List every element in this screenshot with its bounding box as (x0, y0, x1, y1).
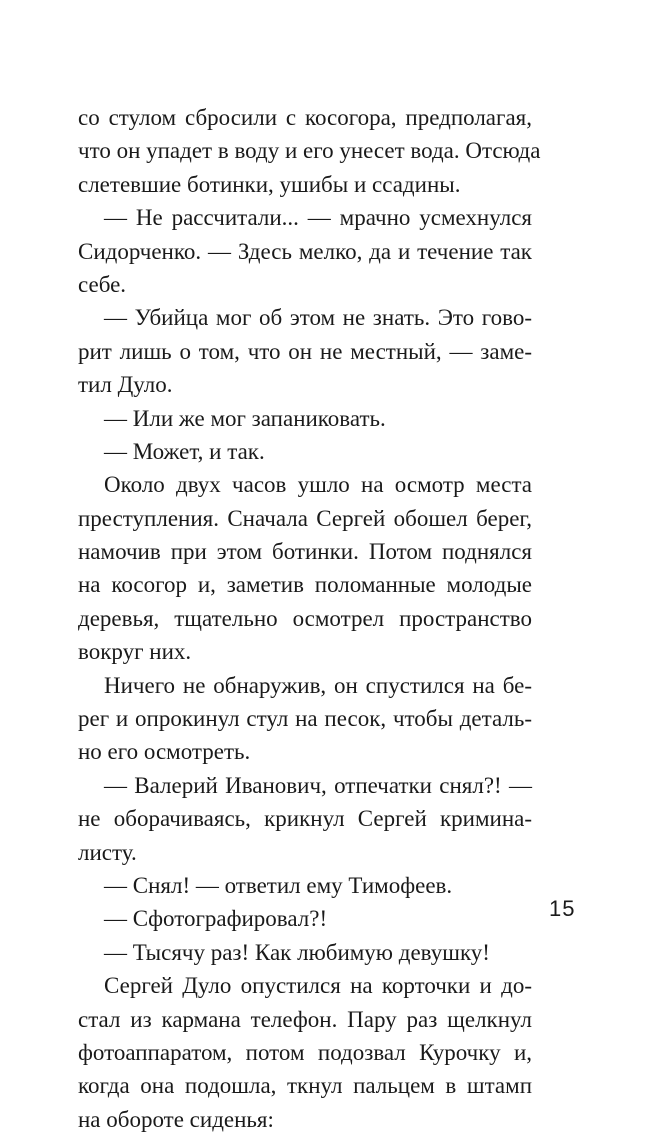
body-text (78, 101, 541, 1136)
text-line: Сидорченко. — Здесь мелко, да и течение так (78, 238, 532, 264)
text-line: — Не рассчитали... — мрачно усмехнулся (104, 205, 532, 231)
text-line: себе. (78, 271, 127, 297)
text-line: — Валерий Иванович, отпечатки снял?! — (104, 772, 532, 798)
text-line: намочив при этом ботинки. Потом поднялся (78, 539, 532, 565)
text-line: — Может, и так. (104, 438, 265, 464)
text-line: — Или же мог запаниковать. (104, 405, 386, 431)
text-line: рег и опрокинул стул на песок, чтобы деталь- (78, 706, 532, 732)
text-line: Около двух часов ушло на осмотр места (104, 472, 532, 498)
text-line: когда она подошла, ткнул пальцем в штамп (78, 1073, 532, 1099)
text-line: — Убийца мог об этом не знать. Это гово- (104, 305, 532, 331)
text-line: вокруг них. (78, 639, 192, 665)
text-line: листу. (78, 839, 137, 865)
text-line: — Сфотографировал?! (104, 906, 328, 932)
text-line: — Тысячу раз! Как любимую девушку! (104, 939, 490, 965)
text-line: — Снял! — ответил ему Тимофеев. (104, 872, 453, 898)
text-line: не оборачиваясь, крикнул Сергей кримина- (78, 806, 532, 832)
text-line: деревья, тщательно осмотрел пространство (78, 605, 532, 631)
text-line: тил Дуло. (78, 372, 173, 398)
text-line: на косогор и, заметив поломанные молодые (78, 572, 532, 598)
page-number: 15 (549, 896, 576, 921)
text-line: преступления. Сначала Сергей обошел берег, (78, 505, 532, 531)
text-line: Ничего не обнаружив, он спустился на бе- (104, 672, 532, 698)
text-line: на обороте сиденья: (78, 1106, 274, 1132)
text-line: слетевшие ботинки, ушибы и ссадины. (78, 171, 461, 197)
text-line: стал из кармана телефон. Пару раз щелкнул (78, 1006, 532, 1032)
text-line: но его осмотреть. (78, 739, 251, 765)
text-line: что он упадет в воду и его унесет вода. Отсюда (78, 138, 541, 164)
text-line: рит лишь о том, что он не местный, — заме- (78, 338, 532, 364)
text-line: со стулом сбросили с косогора, предполагая, (78, 105, 532, 130)
text-line: Сергей Дуло опустился на корточки и до- (104, 973, 532, 999)
text-line: фотоаппаратом, потом подозвал Курочку и, (78, 1039, 532, 1065)
